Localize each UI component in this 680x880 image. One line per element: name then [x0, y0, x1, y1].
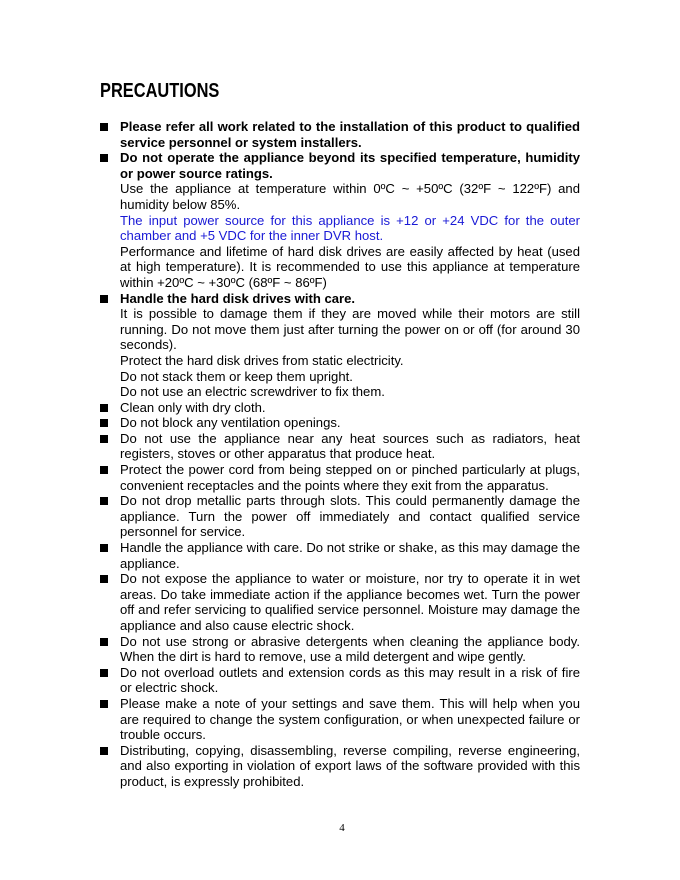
precaution-item: [100, 119, 580, 150]
precaution-paragraph: Do not use strong or abrasive detergents when cleaning the appliance body. When the dirt is hard to remove, use a mild detergent and wipe gently.: [120, 633, 580, 665]
square-bullet-icon: [100, 154, 108, 162]
precaution-item: [100, 493, 580, 540]
precaution-item: [100, 291, 580, 400]
square-bullet-icon: [100, 747, 108, 755]
precaution-paragraph: Clean only with dry cloth.: [120, 399, 266, 415]
square-bullet-icon: [100, 669, 108, 677]
precaution-item: [100, 571, 580, 633]
page-number: 4: [339, 822, 345, 834]
precaution-paragraph: It is possible to damage them if they are moved while their motors are still running. Do not move them just after turning the power on or off (for around 30 seconds).: [120, 306, 580, 353]
precaution-paragraph: Protect the power cord from being stepped on or pinched particularly at plugs, convenient receptacles and the points where they exit from the apparatus.: [120, 462, 580, 493]
precaution-paragraph: Do not block any ventilation openings.: [120, 415, 341, 431]
square-bullet-icon: [100, 404, 108, 412]
precaution-paragraph: Do not expose the appliance to water or moisture, nor try to operate it in wet areas. Do take immediate action if the appliance becomes wet. Turn the power off and refer servicing to qualified service personnel. Moisture may damage the appliance and also cause electric shock.: [120, 571, 580, 633]
precaution-paragraph: Please make a note of your settings and save them. This will help when you are required to change the system configuration, or when unexpected failure or trouble occurs.: [120, 695, 580, 743]
precaution-paragraph: Handle the hard disk drives with care.: [120, 290, 356, 306]
precaution-item: [100, 696, 580, 743]
precaution-item: [100, 540, 580, 571]
precautions-list: [100, 119, 580, 790]
square-bullet-icon: [100, 700, 108, 708]
precaution-item: [100, 415, 580, 431]
square-bullet-icon: [100, 575, 108, 583]
square-bullet-icon: [100, 435, 108, 443]
precaution-item: [100, 665, 580, 696]
precaution-paragraph: Use the appliance at temperature within 0ºC ~ +50ºC (32ºF ~ 122ºF) and humidity below 85%.: [120, 181, 580, 212]
square-bullet-icon: [100, 638, 108, 646]
square-bullet-icon: [100, 544, 108, 552]
precaution-paragraph: Do not use an electric screwdriver to fix them.: [120, 384, 385, 400]
precaution-paragraph: Handle the appliance with care. Do not strike or shake, as this may damage the appliance.: [120, 540, 580, 571]
square-bullet-icon: [100, 497, 108, 505]
precaution-paragraph: Do not drop metallic parts through slots. This could permanently damage the appliance. Turn the power off immediately and contact qualified service personnel for service.: [120, 493, 580, 540]
precaution-paragraph: The input power source for this appliance is +12 or +24 VDC for the outer chamber and +5 VDC for the inner DVR host.: [120, 212, 580, 244]
precaution-item: [100, 431, 580, 462]
precaution-item: [100, 462, 580, 493]
precaution-item: [100, 743, 580, 790]
precaution-paragraph: Do not stack them or keep them upright.: [120, 368, 353, 384]
square-bullet-icon: [100, 123, 108, 131]
square-bullet-icon: [100, 295, 108, 303]
precaution-paragraph: Distributing, copying, disassembling, reverse compiling, reverse engineering, and also exporting in violation of export laws of the software provided with this product, is expressly prohibited.: [120, 742, 580, 789]
square-bullet-icon: [100, 466, 108, 474]
precaution-paragraph: Performance and lifetime of hard disk drives are easily affected by heat (used at high temperature). It is recommended to use this appliance at temperature within +20ºC ~ +30ºC (68ºF ~ 86ºF): [120, 243, 580, 290]
precaution-paragraph: Protect the hard disk drives from static electricity.: [120, 352, 404, 368]
page-title: PRECAUTIONS: [100, 80, 220, 102]
square-bullet-icon: [100, 419, 108, 427]
precaution-paragraph: Please refer all work related to the installation of this product to qualified service personnel or system installers.: [120, 119, 580, 150]
precaution-item: [100, 150, 580, 290]
precaution-item: [100, 400, 580, 416]
precaution-paragraph: Do not operate the appliance beyond its specified temperature, humidity or power source ratings.: [120, 150, 580, 181]
precaution-paragraph: Do not overload outlets and extension cords as this may result in a risk of fire or electric shock.: [120, 664, 580, 696]
precaution-item: [100, 634, 580, 665]
precaution-paragraph: Do not use the appliance near any heat sources such as radiators, heat registers, stoves or other apparatus that produce heat.: [120, 430, 580, 462]
